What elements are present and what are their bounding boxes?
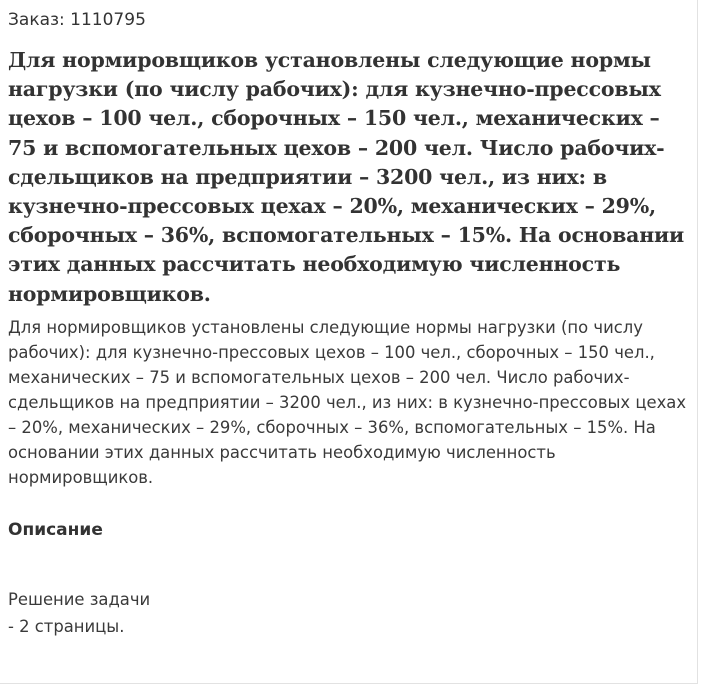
description-block (8, 586, 692, 640)
task-body: Для нормировщиков установлены следующие нормы нагрузки (по числу рабочих): для кузнечно-прессовых цехов – 100 чел., сборочных – 150 чел., механических – 75 и вспомогательных цехов – 200 чел. Число рабочих-сдельщиков на предприятии – 3200 чел., из них: в кузнечно-прессовых цехах – 20%, механических – 29%, сборочных – 36%, вспомогательных – 15%. На основании этих данных рассчитать необходимую численность нормировщиков. (8, 317, 687, 487)
order-content (8, 8, 692, 640)
order-number: Заказ: 1110795 (8, 10, 146, 30)
task-title: Для нормировщиков установлены следующие нормы нагрузки (по числу рабочих): для кузнечно-прессовых цехов – 100 чел., сборочных – 150 чел., механических – 75 и вспомогательных цехов – 200 чел. Число рабочих-сдельщиков на предприятии – 3200 чел., из них: в кузнечно-прессовых цехах – 20%, механических – 29%, сборочных – 36%, вспомогательных – 15%. На основании этих данных рассчитать необходимую численность нормировщиков. (8, 48, 685, 306)
description-line: - 2 страницы. (8, 616, 125, 636)
description-heading: Описание (8, 519, 103, 540)
description-line: Решение задачи (8, 589, 151, 609)
